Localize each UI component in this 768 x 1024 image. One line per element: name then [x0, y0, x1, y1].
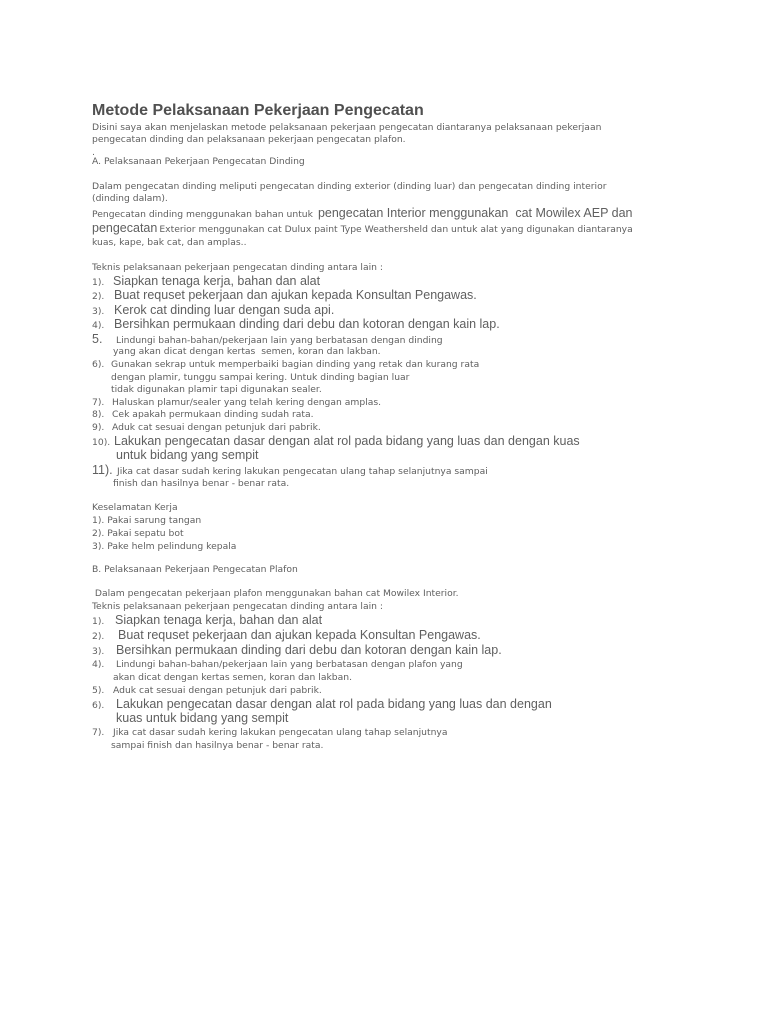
materials-line-3: kuas, kape, bak cat, dan amplas.. [92, 237, 247, 248]
section-b-step-2 [92, 628, 481, 643]
step-number: 11). [92, 463, 113, 477]
materials-line-2 [92, 221, 633, 236]
section-a-step-9 [92, 422, 321, 434]
document-title: Metode Pelaksanaan Pekerjaan Pengecatan [92, 102, 424, 119]
step-number: 4). [92, 320, 105, 331]
section-b-step-6-continued: kuas untuk bidang yang sempit [116, 711, 289, 725]
step-text: Jika cat dasar sudah kering lakukan pengecatan ulang tahap selanjutnya sampai [117, 466, 488, 477]
section-a-steps-intro: Teknis pelaksanaan pekerjaan pengecatan dinding antara lain : [92, 262, 384, 273]
materials-line-1 [92, 206, 633, 221]
step-number: 7). [92, 397, 105, 408]
step-number: 6). [92, 700, 105, 711]
section-a-step-6-continued: dengan plamir, tunggu sampai kering. Untuk dinding bagian luar [111, 372, 410, 383]
section-b-scope: Dalam pengecatan pekerjaan plafon menggunakan bahan cat Mowilex Interior. [92, 588, 459, 599]
step-text: Jika cat dasar sudah kering lakukan pengecatan ulang tahap selanjutnya [113, 727, 448, 738]
section-a-scope-line-1: Dalam pengecatan dinding meliputi pengecatan dinding exterior (dinding luar) dan pengecatan dinding interior [92, 181, 607, 192]
step-text: Gunakan sekrap untuk memperbaiki bagian dinding yang retak dan kurang rata [111, 359, 480, 370]
step-number: 3). [92, 306, 105, 317]
step-number: 3). [92, 646, 105, 657]
step-number: 4). [92, 659, 105, 670]
section-a-step-7 [92, 397, 381, 409]
section-a-step-11 [92, 463, 488, 478]
section-a-step-1 [92, 274, 320, 289]
materials-text-large: pengecatan Interior menggunakan cat Mowilex AEP dan [317, 206, 633, 220]
step-number: 2). [92, 291, 105, 302]
section-b-steps-intro: Teknis pelaksanaan pekerjaan pengecatan dinding antara lain : [92, 601, 384, 612]
section-b-step-7-continued: sampai finish dan hasilnya benar - benar rata. [111, 740, 324, 751]
step-text: Buat requset pekerjaan dan ajukan kepada Konsultan Pengawas. [114, 288, 477, 302]
safety-item: 2). Pakai sepatu bot [92, 528, 184, 539]
step-text: Lakukan pengecatan dasar dengan alat rol pada bidang yang luas dan dengan [116, 697, 552, 711]
section-a-step-10 [92, 434, 580, 449]
section-b-step-5 [92, 685, 322, 697]
step-number: 8). [92, 409, 105, 420]
intro-line-2: pengecatan dinding dan pelaksanaan pekerjaan pengecatan plafon. [92, 134, 406, 145]
step-text: Lindungi bahan-bahan/pekerjaan lain yang berbatasan dengan plafon yang [116, 659, 463, 670]
step-number: 5). [92, 685, 105, 696]
section-b-heading: B. Pelaksanaan Pekerjaan Pengecatan Plafon [92, 564, 298, 575]
separator-dot: . [92, 147, 95, 158]
step-text: Bersihkan permukaan dinding dari debu dan kotoran dengan kain lap. [114, 317, 500, 331]
step-text: Cek apakah permukaan dinding sudah rata. [112, 409, 314, 420]
section-a-step-3 [92, 303, 334, 318]
step-text: Siapkan tenaga kerja, bahan dan alat [115, 613, 323, 627]
intro-line-1: Disini saya akan menjelaskan metode pelaksanaan pekerjaan pengecatan diantaranya pelaksanaan pekerjaan [92, 122, 602, 133]
step-text: Lindungi bahan-bahan/pekerjaan lain yang berbatasan dengan dinding [116, 335, 443, 346]
step-number: 5. [92, 332, 103, 346]
materials-text: Pengecatan dinding menggunakan bahan untuk [92, 209, 313, 220]
section-b-step-1 [92, 613, 322, 628]
materials-text: Exterior menggunakan cat Dulux paint Type Weathersheld dan untuk alat yang digunakan diantaranya [159, 224, 633, 235]
section-b-step-6 [92, 697, 552, 712]
step-text: Aduk cat sesuai dengan petunjuk dari pabrik. [112, 422, 321, 433]
step-number: 10). [92, 437, 111, 448]
section-a-step-4 [92, 317, 500, 332]
safety-item: 3). Pake helm pelindung kepala [92, 541, 237, 552]
step-text: Buat requset pekerjaan dan ajukan kepada Konsultan Pengawas. [118, 628, 481, 642]
step-text: Bersihkan permukaan dinding dari debu dan kotoran dengan kain lap. [116, 643, 502, 657]
step-text: Aduk cat sesuai dengan petunjuk dari pabrik. [113, 685, 322, 696]
section-a-step-10-continued: untuk bidang yang sempit [116, 448, 259, 462]
safety-item: 1). Pakai sarung tangan [92, 515, 202, 526]
step-number: 7). [92, 727, 105, 738]
step-text: Haluskan plamur/sealer yang telah kering dengan amplas. [112, 397, 382, 408]
step-number: 1). [92, 616, 105, 627]
step-number: 9). [92, 422, 105, 433]
section-b-step-3 [92, 643, 502, 658]
section-b-step-7 [92, 727, 447, 739]
step-text: Lakukan pengecatan dasar dengan alat rol pada bidang yang luas dan dengan kuas [114, 434, 580, 448]
materials-text-large: pengecatan [92, 221, 158, 235]
section-a-step-2 [92, 288, 477, 303]
step-number: 2). [92, 631, 105, 642]
section-b-step-4-continued: akan dicat dengan kertas semen, koran dan lakban. [113, 672, 353, 683]
section-a-scope-line-2: (dinding dalam). [92, 193, 168, 204]
step-number: 1). [92, 277, 105, 288]
section-a-step-11-continued: finish dan hasilnya benar - benar rata. [113, 478, 290, 489]
section-b-step-4 [92, 659, 463, 671]
step-text: Kerok cat dinding luar dengan suda api. [114, 303, 335, 317]
step-text: Siapkan tenaga kerja, bahan dan alat [113, 274, 321, 288]
step-number: 6). [92, 359, 105, 370]
section-a-step-5-continued: yang akan dicat dengan kertas semen, koran dan lakban. [113, 346, 381, 357]
section-a-step-6 [92, 359, 479, 371]
section-a-step-6-continued: tidak digunakan plamir tapi digunakan sealer. [111, 384, 322, 395]
section-a-heading: A. Pelaksanaan Pekerjaan Pengecatan Dinding [92, 156, 305, 167]
section-a-step-8 [92, 409, 314, 421]
safety-heading: Keselamatan Kerja [92, 502, 178, 513]
section-a-step-5 [92, 332, 443, 347]
